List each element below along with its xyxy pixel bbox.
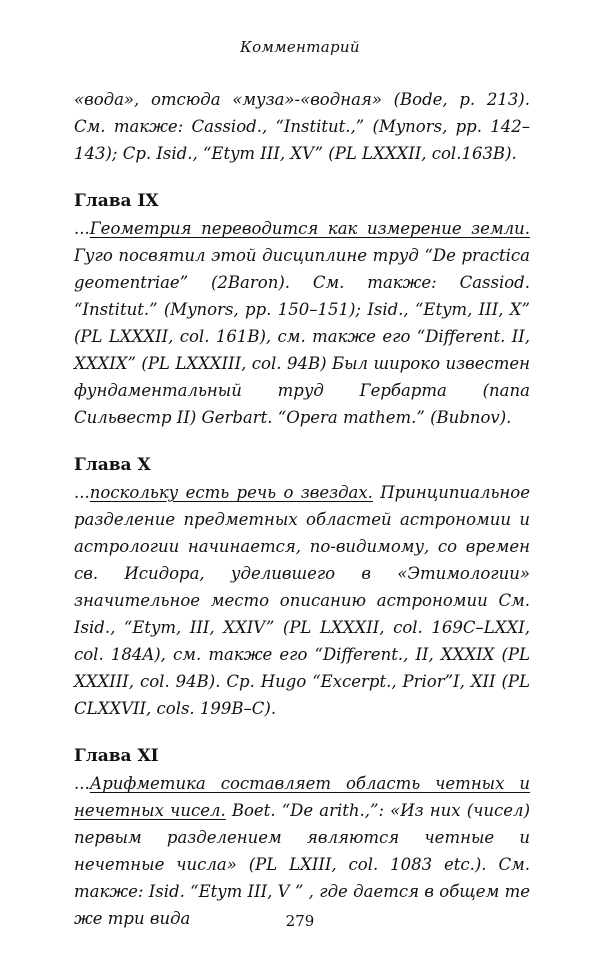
chapter-xi-text: Boet. “De arith.,”: «Из них (чисел) первым разделением являются четные и нечетные числа» (PL LXIII, col. 1083 etc.). См. также: Isid. “Etym III, V ” , где дается в общем те же три вида xyxy=(74,801,531,928)
chapter-xi-lemma: Арифметика составляет область четных и нечетных чисел. xyxy=(74,774,530,820)
chapter-ix-lemma: Геометрия переводится как измерение земли. xyxy=(89,219,530,238)
chapter-xi-paragraph xyxy=(74,770,530,932)
chapter-heading-xi: Глава XI xyxy=(74,746,159,766)
chapter-ix-paragraph xyxy=(74,215,530,431)
chapter-x-text: Принципиальное разделение предметных областей астрономии и астрологии начинается, по-видимому, со времен св. Исидора, уделившего в «Этимологии» значительное место описанию астрономии См. Isid., “Etym, III, XXIV” (PL LXXXII, col. 169C–LXXI, col. 184A), см. также его “Different., II, XXXIX (PL XXXIII, col. 94B). Ср. Hugo “Excerpt., Prior”I, XII (PL CLXXVII, cols. 199B–C). xyxy=(74,483,530,718)
running-head: Комментарий xyxy=(240,38,360,56)
page-number: 279 xyxy=(285,912,315,930)
chapter-heading-x: Глава X xyxy=(74,455,151,475)
chapter-x-paragraph xyxy=(74,479,530,722)
chapter-ix-text: Гуго посвятил этой дисциплине труд “De practica geomentriae” (2Baron). См. также: Cassiod. “Institut.” (Mynors, pp. 150–151); Isid., “Etym, III, X” (PL LXXXII, col. 161B), см. также его “Different. II, XXXIX” (PL LXXXIII, col. 94B) Был широко известен фундаментальный труд Гербарта (папа Сильвестр II) Gerbart. “Opera mathem.” (Bubnov). xyxy=(74,246,530,427)
ellipsis: ... xyxy=(74,483,90,502)
chapter-heading-ix: Глава IX xyxy=(74,191,159,211)
page-body xyxy=(74,86,530,932)
ellipsis: ... xyxy=(74,774,90,793)
ellipsis: ... xyxy=(74,219,90,238)
intro-paragraph: «вода», отсюда «муза»-«водная» (Bode, p. 213). См. также: Cassiod., “Institut.,” (Mynors, pp. 142–143); Ср. Isid., “Etym III, XV” (PL LXXXII, col.163B). xyxy=(74,90,530,163)
chapter-x-lemma: поскольку есть речь о звездах. xyxy=(89,483,373,502)
